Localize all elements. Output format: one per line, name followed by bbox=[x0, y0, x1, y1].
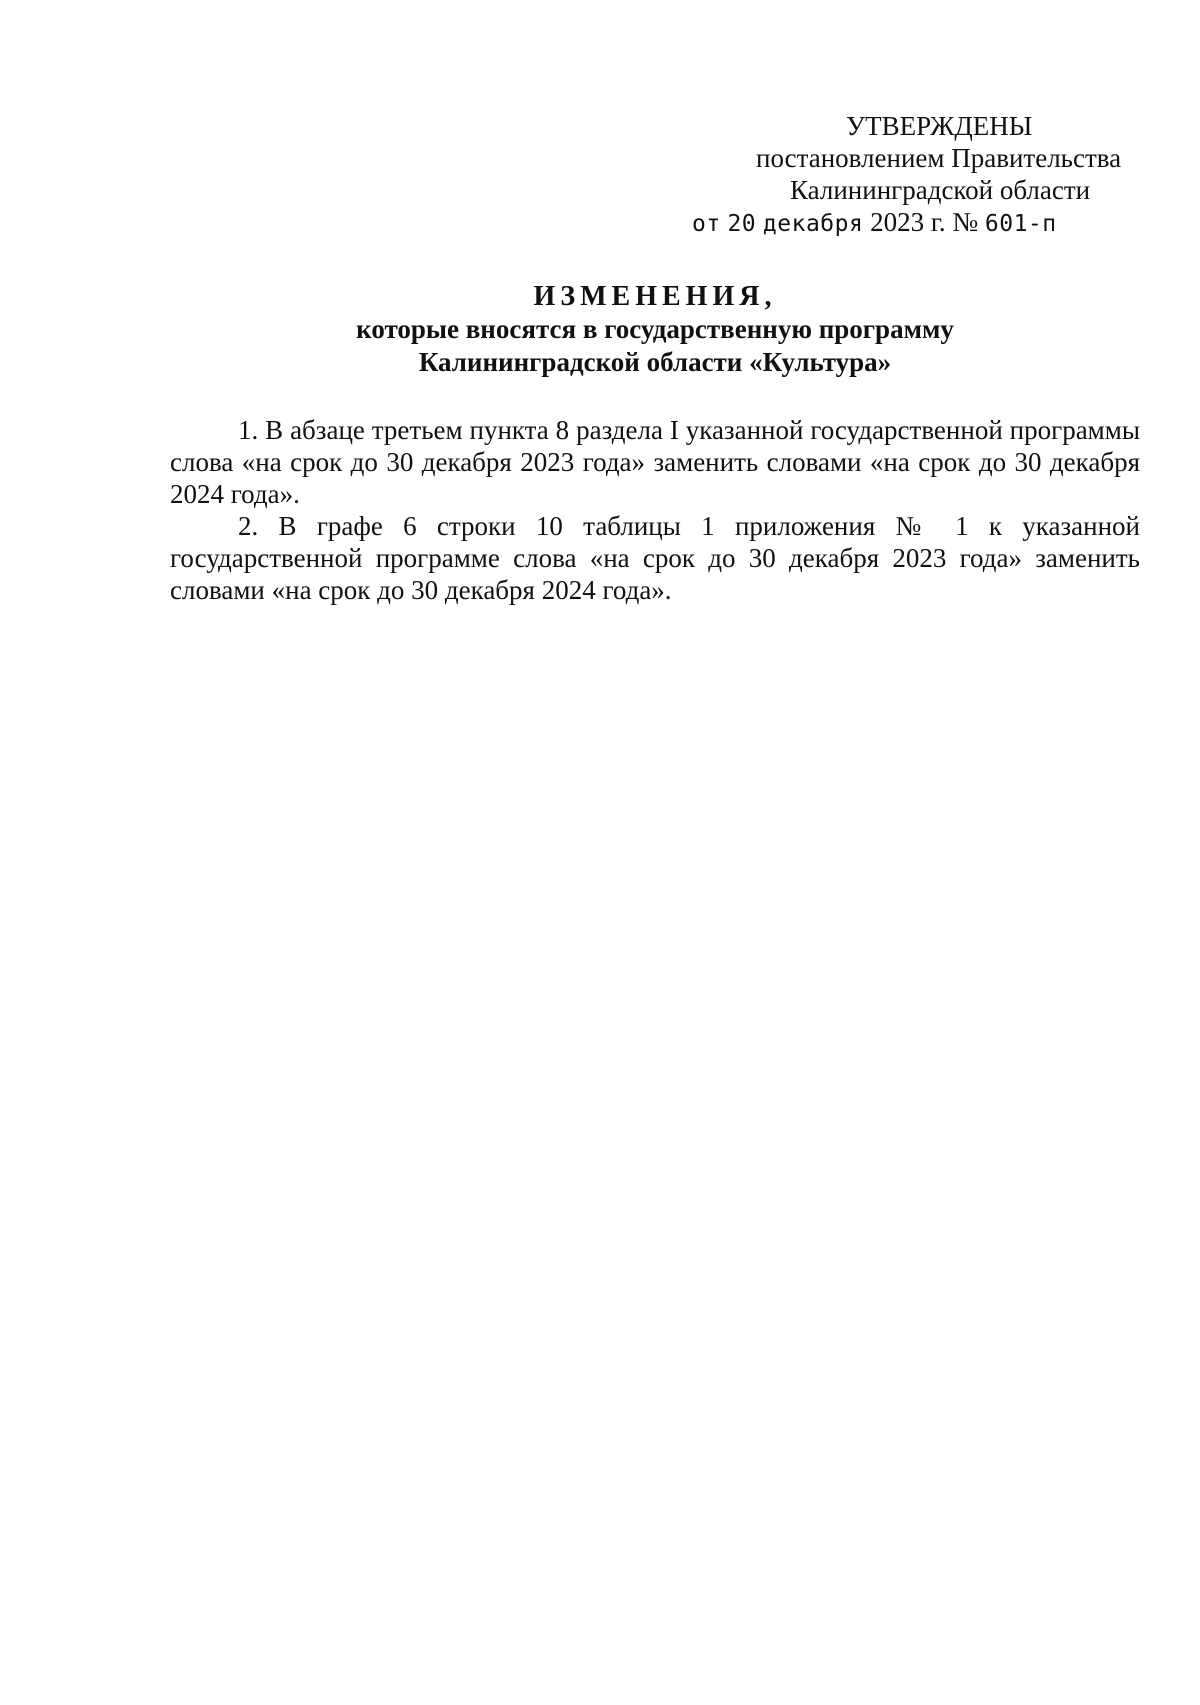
approved-region: Калининградской области bbox=[790, 175, 1091, 205]
approved-by-resolution: постановлением Правительства bbox=[756, 143, 1122, 173]
doc-number: 601-п bbox=[984, 211, 1057, 237]
date-year: 2023 г. № bbox=[870, 207, 979, 237]
approval-date-line bbox=[640, 206, 1140, 240]
approval-stamp-block bbox=[640, 110, 1140, 240]
date-prefix: от bbox=[692, 211, 721, 237]
approved-heading: УТВЕРЖДЕНЫ bbox=[846, 111, 1033, 141]
document-title: ИЗМЕНЕНИЯ, bbox=[533, 281, 777, 312]
document-subtitle-line-2: Калининградской области «Культура» bbox=[418, 347, 892, 377]
date-month: декабря bbox=[762, 211, 864, 237]
document-subtitle-line-1: которые вносятся в государственную программу bbox=[356, 314, 954, 344]
amendment-item-1: 1. В абзаце третьем пункта 8 раздела I указанной государственной программы слова «на срок до 30 декабря 2023 года» заменить словами «на срок до 30 декабря 2024 года». bbox=[170, 415, 1140, 509]
amendment-item-2: 2. В графе 6 строки 10 таблицы 1 приложения № 1 к указанной государственной программе слова «на срок до 30 декабря 2023 года» заменить словами «на срок до 30 декабря 2024 года». bbox=[170, 511, 1140, 605]
document-body bbox=[170, 414, 1140, 606]
document-title-block bbox=[170, 280, 1140, 379]
date-day: 20 bbox=[727, 211, 757, 237]
